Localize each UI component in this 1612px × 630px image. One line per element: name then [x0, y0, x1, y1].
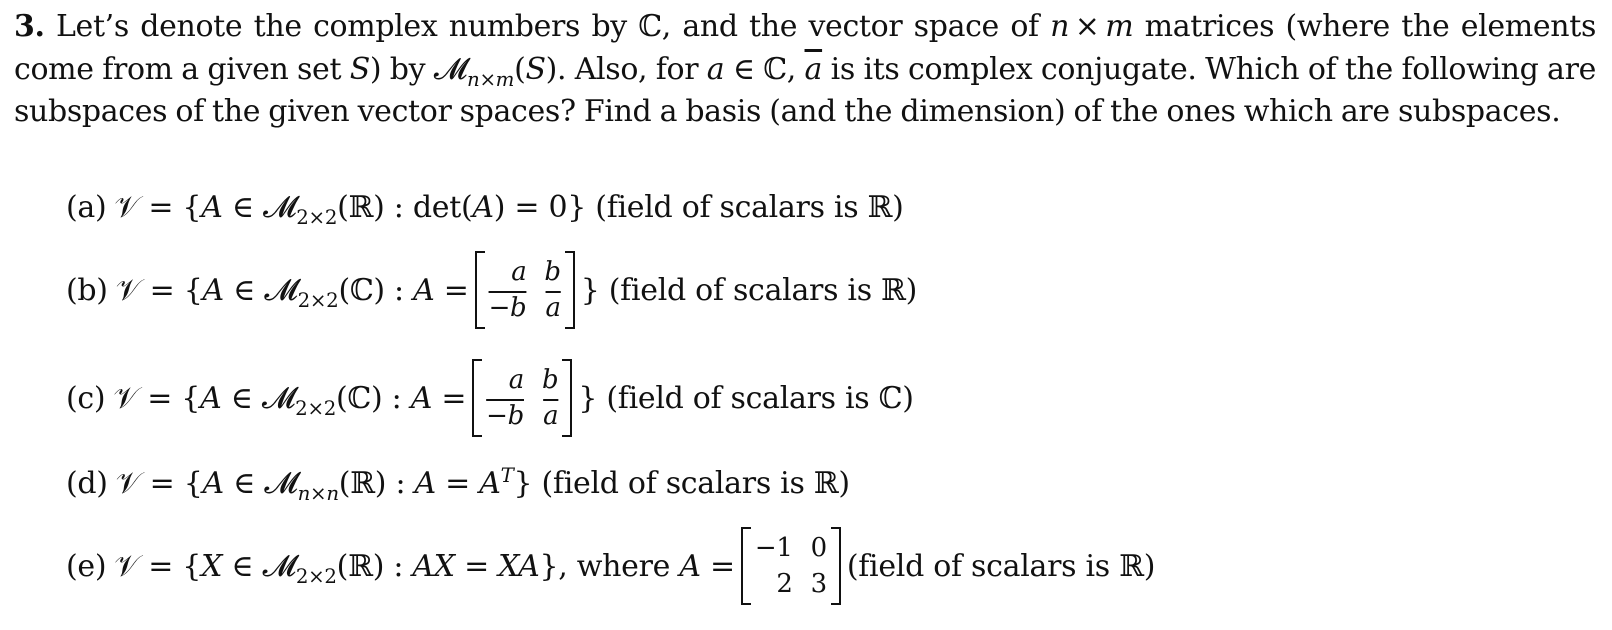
item-d — [66, 464, 850, 505]
item-field: } (field of scalars is ℝ) — [580, 272, 918, 308]
item-e — [66, 527, 1155, 605]
item-label: (a) — [66, 190, 107, 225]
item-condition: 𝒱 = {A ∈ 𝓜$_{2\times 2}$(ℝ) : det(A) = 0} — [114, 190, 587, 229]
matrix — [472, 359, 572, 437]
matrix-cell: b — [544, 257, 561, 287]
item-condition: 𝒱 = {A ∈ 𝓜$_{n\times n}$(ℝ) : $A = A^T$} — [115, 464, 533, 505]
item-condition: 𝒱 = {A ∈ 𝓜$_{2\times 2}$(ℂ) : A = — [115, 272, 469, 312]
matrix-cell: b — [542, 365, 559, 395]
matrix-cell: 3 — [810, 569, 827, 599]
item-field: } (field of scalars is ℂ) — [578, 380, 914, 416]
item-b — [66, 251, 917, 329]
item-label: (b) — [66, 272, 108, 308]
item-condition: 𝒱 = {X ∈ 𝓜$_{2\times 2}$(ℝ) : AX = XA}, where A = — [114, 548, 735, 588]
matrix — [475, 251, 575, 329]
item-c — [66, 359, 914, 437]
item-field: (field of scalars is ℝ) — [846, 548, 1156, 584]
matrix-cell: a — [511, 257, 527, 287]
matrix-cell: $\overline{a}$ — [545, 293, 561, 323]
matrix-cell: a — [508, 365, 524, 395]
item-field: (field of scalars is ℝ) — [541, 466, 850, 501]
matrix-cell: −1 — [754, 533, 793, 563]
problem-number: 3. — [14, 9, 45, 44]
matrix-cell: 0 — [810, 533, 827, 563]
item-field: (field of scalars is ℝ) — [595, 190, 904, 225]
matrix-cell: −b — [488, 293, 527, 323]
problem-intro: 3. Let’s denote the complex numbers by ℂ, and the vector space of n × m matrices (where the elements come from a given set S) by 𝓜$_{n\times m}$(S). Also, for a ∈ ℂ, $\overline{a}$ is its complex conjugate. Which of the following are subspaces of the given vector spaces? Find a basis (and the dimension) of the ones which are subspaces. — [14, 9, 1597, 129]
matrix-cell: −b — [486, 401, 524, 431]
item-condition: 𝒱 = {A ∈ 𝓜$_{2\times 2}$(ℂ) : A = — [113, 380, 467, 420]
item-a — [66, 190, 904, 229]
item-label: (e) — [66, 548, 107, 584]
matrix — [741, 527, 841, 605]
item-label: (c) — [66, 380, 106, 416]
matrix-cell: 2 — [776, 569, 793, 599]
matrix-cell: $\overline{a}$ — [543, 401, 559, 431]
item-label: (d) — [66, 466, 108, 501]
